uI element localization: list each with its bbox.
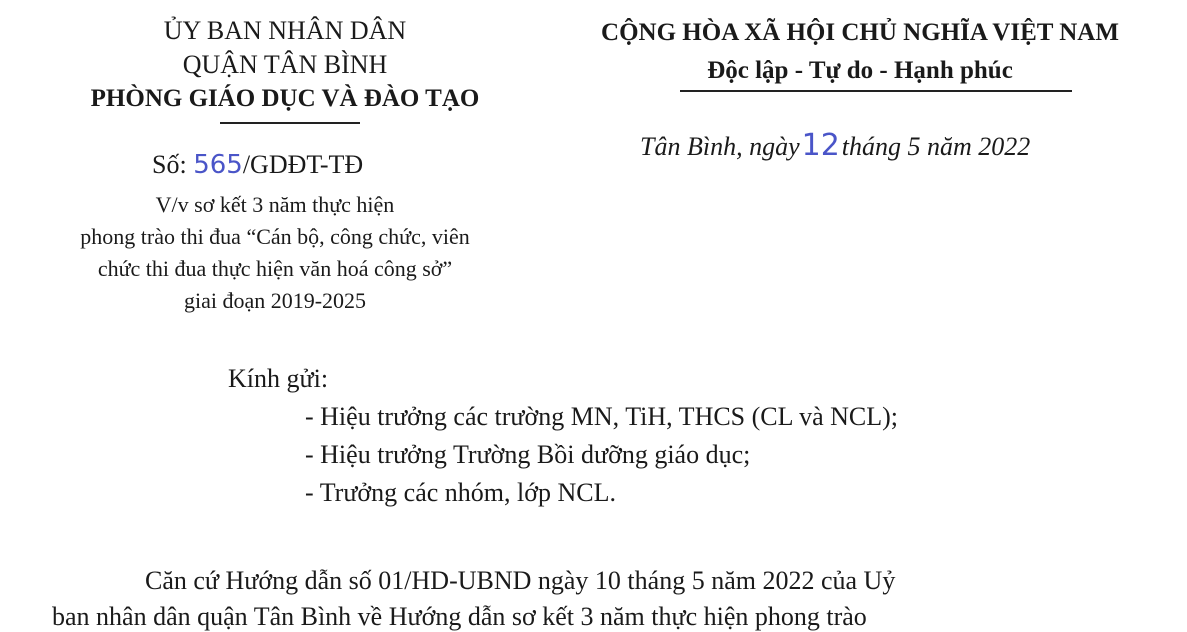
subject-line-2: phong trào thi đua “Cán bộ, công chức, viên <box>80 224 470 249</box>
national-motto: Độc lập - Tự do - Hạnh phúc <box>707 57 1013 84</box>
document-number <box>152 150 363 180</box>
body-line-2: ban nhân dân quận Tân Bình về Hướng dẫn sơ kết 3 năm thực hiện phong trào <box>52 602 867 631</box>
date-month-year: tháng 5 năm 2022 <box>841 132 1031 161</box>
doc-number-suffix: /GDĐT-TĐ <box>242 150 364 179</box>
recipients-heading: Kính gửi: <box>228 364 329 393</box>
subject-line-4: giai đoạn 2019-2025 <box>183 288 367 313</box>
recipient-item: - Trưởng các nhóm, lớp NCL. <box>305 478 616 507</box>
issuer-department: PHÒNG GIÁO DỤC VÀ ĐÀO TẠO <box>90 85 480 112</box>
recipient-item: - Hiệu trưởng các trường MN, TiH, THCS (CL và NCL); <box>305 402 898 431</box>
date-place: Tân Bình, ngày <box>640 132 800 161</box>
recipient-item: - Hiệu trưởng Trường Bồi dưỡng giáo dục; <box>305 440 751 469</box>
issuer-underline <box>220 122 360 124</box>
motto-underline <box>680 90 1072 92</box>
issuer-line-2: QUẬN TÂN BÌNH <box>182 50 388 79</box>
issuer-line-1: ỦY BAN NHÂN DÂN <box>163 16 407 45</box>
date-line <box>640 128 1030 163</box>
handwritten-doc-number: 565 <box>193 150 243 180</box>
national-title: CỘNG HÒA XÃ HỘI CHỦ NGHĨA VIỆT NAM <box>601 19 1119 46</box>
body-line-1: Căn cứ Hướng dẫn số 01/HD-UBND ngày 10 tháng 5 năm 2022 của Uỷ <box>145 566 896 595</box>
subject-line-1: V/v sơ kết 3 năm thực hiện <box>155 192 395 217</box>
subject-line-3: chức thi đua thực hiện văn hoá công sở” <box>97 256 453 281</box>
doc-number-prefix: Số: <box>152 150 187 179</box>
handwritten-day: 12 <box>801 128 840 163</box>
